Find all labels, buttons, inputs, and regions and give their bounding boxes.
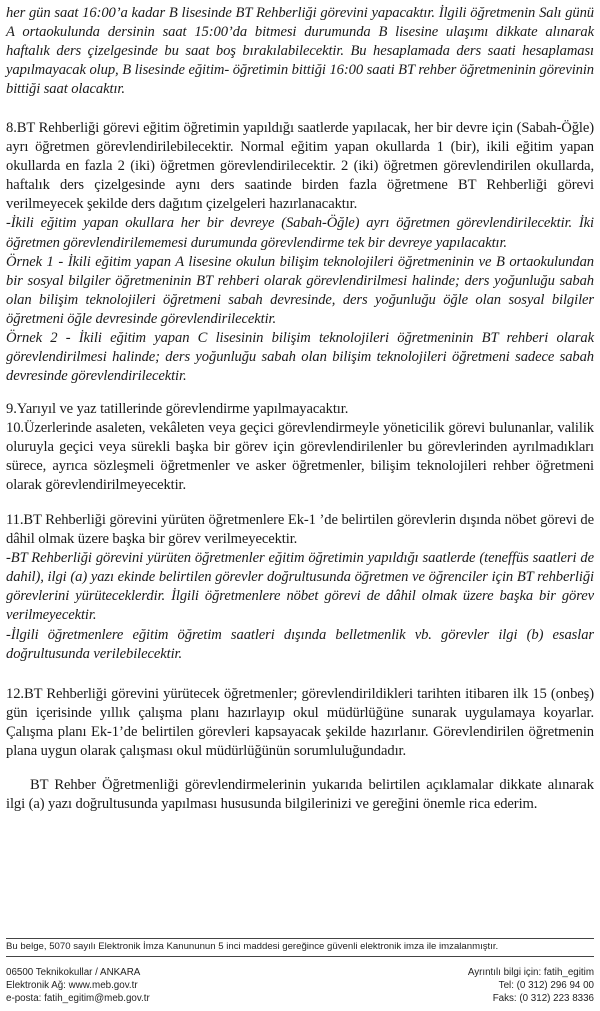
item-8-paragraph: 8.BT Rehberliği görevi eğitim öğretimin yapıldığı saatlerde yapılacak, her bir devre için (Sabah-Öğle) ayrı öğretmen görevlendirilebilecektir. Normal eğitim yapan okullarda 1 (bir), ikili eğitim yapan okullarda en fazla 2 (iki) öğretmen görevlendirilecektir. 2 (iki) öğretmen görevlendirilen okullarda, haftalık ders çizelgesinde aynı ders saatinde birden fazla öğretmene BT Rehberliği görevi verilmeyecek şekilde ders dağıtım çizelgeleri hazırlanacaktır. xyxy=(6,120,594,213)
item-8-example-2: Örnek 2 - İkili eğitim yapan C lisesinin bilişim teknolojileri öğretmeninin BT rehberi olarak görevlendirilmesi halinde; ders yoğunluğu sabah olan bilişim teknolojileri öğretmeni sadece sabah devresinde görevlendirilecektir. xyxy=(6,330,594,385)
item-11-note-2: -İlgili öğretmenlere eğitim öğretim saatleri dışında belletmenlik vb. görevler ilgi (b) esaslar doğrultusunda verilebilecektir. xyxy=(6,626,594,662)
footer-divider-top xyxy=(6,938,594,939)
item-10-paragraph: 10.Üzerlerinde asaleten, vekâleten veya geçici görevlendirmeyle yöneticilik görevi bulunanlar, valilik oluruyla geçici veya sürekli başka bir görev için görevlendirilenler bu görevlerinden ayrılmadıkları sürece, ayrıca sözleşmeli öğretmenler ve asker öğretmenler, bilişim teknolojileri rehber öğretmeni olarak görevlendirilmeyecektir. xyxy=(6,420,594,494)
footer-left xyxy=(6,966,326,1006)
closing-section xyxy=(6,776,594,814)
esign-note: Bu belge, 5070 sayılı Elektronik İmza Kanununun 5 inci maddesi gereğince güvenli elektronik imza ile imzalanmıştır. xyxy=(6,941,499,952)
item-9-paragraph: 9.Yarıyıl ve yaz tatillerinde görevlendirme yapılmayacaktır. xyxy=(6,401,349,417)
item-9-section xyxy=(6,400,594,419)
closing-paragraph: BT Rehber Öğretmenliği görevlendirmelerinin yukarıda belirtilen açıklamalar dikkate alınarak ilgi (a) yazı doğrultusunda yapılması hususunda bilgilerinizi ve gereğini önemle rica ederim. xyxy=(6,777,594,813)
footer-email[interactable]: e-posta: fatih_egitim@meb.gov.tr xyxy=(6,993,150,1005)
footer-divider xyxy=(6,956,594,957)
item-11-note-1: -BT Rehberliği görevini yürüten öğretmenler eğitim öğretimin yapıldığı saatlerde (teneffüs saatleri de dahil), ilgi (a) yazı ekinde belirtilen görevler doğrultusunda öğretmen ve öğrenciler için BT rehberliği görevlerini yürüteceklerdir. İlgili öğretmenlere nöbet görevi de dâhil olmak üzere başka bir görev verilmeyecektir. xyxy=(6,550,594,624)
item-8-section xyxy=(6,119,594,386)
footer-phone: Tel: (0 312) 296 94 00 xyxy=(498,980,594,992)
intro-section xyxy=(6,4,594,99)
item-12-section xyxy=(6,685,594,761)
item-12-paragraph: 12.BT Rehberliği görevini yürütecek öğretmenler; görevlendirildikleri tarihten itibaren ilk 15 (onbeş) gün içerisinde yıllık çalışma planı hazırlayıp okul müdürlüğüne sunarak uygulamaya koyarlar. Çalışma planı Ek-1’de belirtilen görevleri kapsayacak şekilde hazırlanır. Görevlendirilen öğretmenin plana uygun olarak çalışması okul müdürlüğünün sorumluluğundadır. xyxy=(6,686,594,760)
item-11-section xyxy=(6,511,594,664)
item-8-note: -İkili eğitim yapan okullara her bir devreye (Sabah-Öğle) ayrı öğretmen görevlendirilecektir. İki öğretmen görevlendirilememesi durumunda görevlendirme tek bir devreye yapılacaktır. xyxy=(6,215,594,251)
footer-right xyxy=(364,966,594,1006)
item-8-example-1: Örnek 1 - İkili eğitim yapan A lisesine okulun bilişim teknolojileri öğretmeninin ve B ortaokulundan bir sosyal bilgiler öğretmeninin BT rehberi olarak görevlendirilmesi halinde; ders yoğunluğu sabah olan bilişim teknolojileri öğretmeni sabah devresinde, ders yoğunluğu öğle olan sosyal bilgiler öğretmeni öğle devresinde görevlendirilecektir. xyxy=(6,253,594,327)
footer-fax: Faks: (0 312) 223 8336 xyxy=(492,993,594,1005)
item-11-paragraph: 11.BT Rehberliği görevini yürüten öğretmenlere Ek-1 ’de belirtilen görevlerin dışında nöbet görevi de dâhil olmak üzere başka bir görev verilmeyecektir. xyxy=(6,512,594,548)
footer-address: 06500 Teknikokullar / ANKARA xyxy=(6,967,141,978)
intro-paragraph: her gün saat 16:00’a kadar B lisesinde BT Rehberliği görevini yapacaktır. İlgili öğretmenin Salı günü A ortaokulunda dersinin saat 15:00’da bitmesi durumunda B lisesine ulaşımı dikkate alınarak haftalık ders çizelgesinde bu saat boş bırakılabilecektir. Bu hesaplamada ders saati hesaplaması yapılmayacak olup, B lisesinde eğitim- öğretimin bittiği 16:00 saati BT rehber öğretmeninin görevinin bittiği saat olacaktır. xyxy=(6,5,594,98)
footer-web[interactable]: Elektronik Ağ: www.meb.gov.tr xyxy=(6,980,138,992)
footer-contact: Ayrıntılı bilgi için: fatih_egitim xyxy=(467,967,594,978)
item-10-section xyxy=(6,419,594,495)
